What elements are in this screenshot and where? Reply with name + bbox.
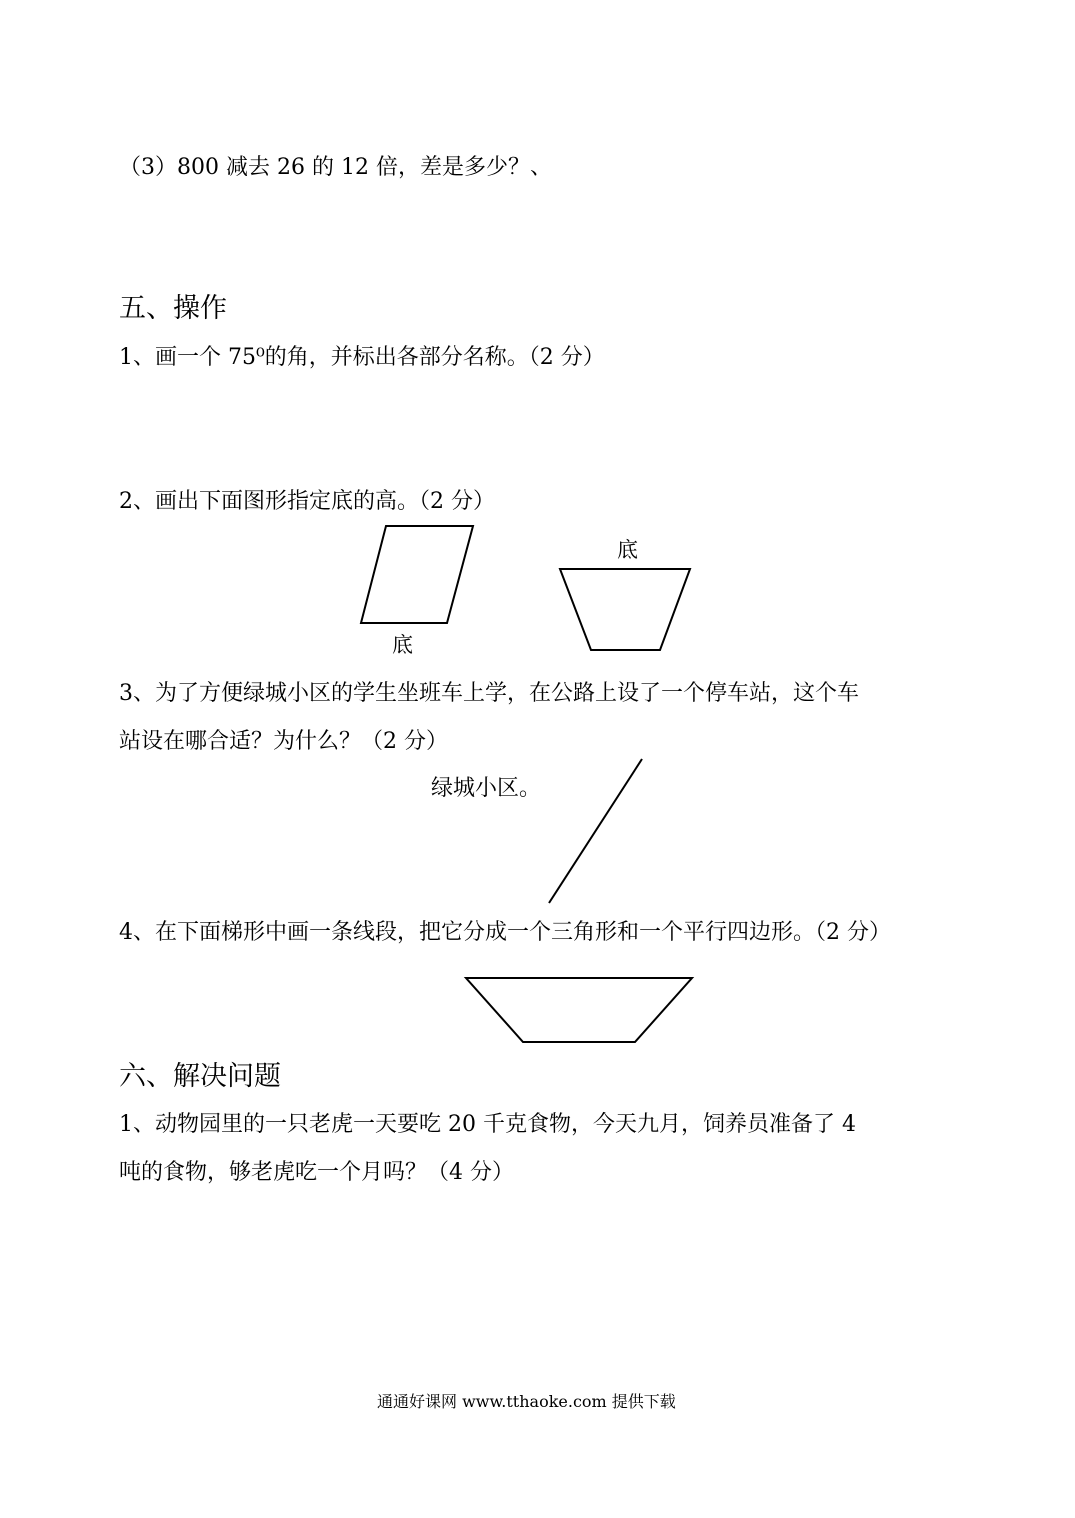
section-5-question-2: 2、画出下面图形指定底的高。（2 分） xyxy=(119,489,495,514)
section-5-question-3-line-2: 站设在哪合适？为什么？（2 分） xyxy=(119,729,448,754)
section-5-title: 五、操作 xyxy=(119,293,227,324)
section-5-question-1: 1、画一个 75⁰的角，并标出各部分名称。（2 分） xyxy=(119,345,605,370)
trapezoid-figure xyxy=(560,569,690,650)
trapezoid-base-label: 底 xyxy=(617,538,638,562)
community-label: 绿城小区。 xyxy=(431,776,542,801)
section-5-question-3-line-1: 3、为了方便绿城小区的学生坐班车上学，在公路上设了一个停车站，这个车 xyxy=(119,681,859,706)
parallelogram-base-label: 底 xyxy=(392,633,413,657)
question-4-3: （3）800 减去 26 的 12 倍，差是多少？、 xyxy=(119,155,552,180)
section-6-question-1-line-2: 吨的食物，够老虎吃一个月吗？（4 分） xyxy=(119,1160,514,1185)
section-6-question-1-line-1: 1、动物园里的一只老虎一天要吃 20 千克食物，今天九月，饲养员准备了 4 xyxy=(119,1112,856,1137)
section-6-title: 六、解决问题 xyxy=(119,1061,281,1092)
trapezoid-figure-2 xyxy=(466,978,692,1042)
parallelogram-figure xyxy=(361,526,473,623)
section-5-question-4: 4、在下面梯形中画一条线段，把它分成一个三角形和一个平行四边形。（2 分） xyxy=(119,920,891,945)
road-line xyxy=(549,759,642,903)
page-footer: 通通好课网 www.tthaoke.com 提供下载 xyxy=(377,1392,676,1411)
